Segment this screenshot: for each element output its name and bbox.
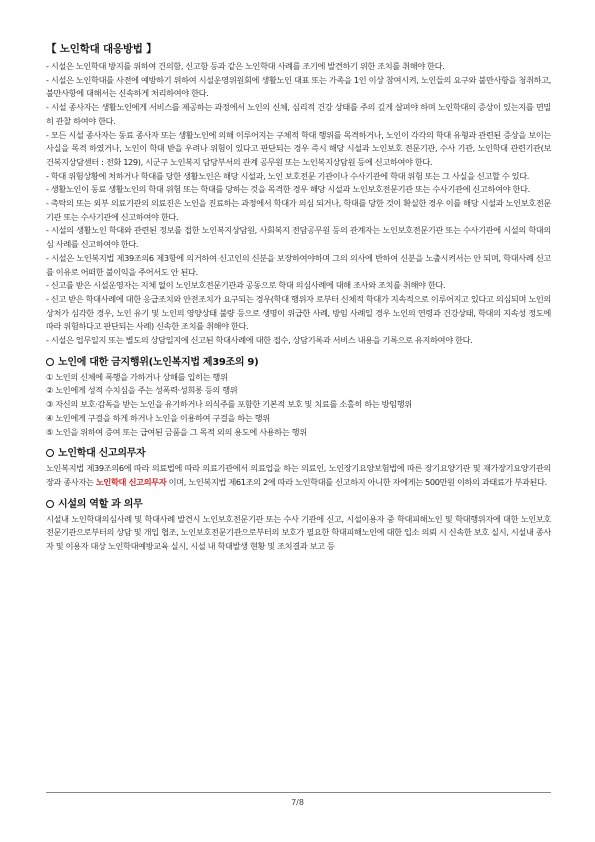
reporting-duty-heading — [46, 444, 551, 459]
reporting-text-after: 이며, 노인복지법 제61조의 2에 따라 노인학대를 신고하지 아니한 자에게는 500만원 이하의 과태료가 부과된다. — [166, 476, 547, 487]
response-item: - 촉탁의 또는 외부 의료기관의 의료진은 노인을 진료하는 과정에서 학대가 의심 되거나, 학대를 당한 것이 확실한 경우 이를 해당 시설과 노인보호전문기관 또는 수사기관에 신고하여야 한다. — [46, 198, 551, 222]
response-item: - 시설의 생활노인 학대와 관련된 정보를 접한 노인복지상담원, 사회복지 전담공무원 등의 관계자는 노인보호전문기관 또는 수사기관에 시설의 학대의심 사례를 신고하여야 한다. — [46, 225, 551, 250]
reporting-duty-heading-text: 노인학대 신고의무자 — [58, 448, 146, 460]
prohibited-act-item: ④ 노인에게 구걸을 하게 하거나 노인을 이용하여 구걸을 하는 행위 — [46, 412, 270, 423]
response-item: - 신고 받은 학대사례에 대한 응급조치와 안전조치가 요구되는 경우(학대 행위자 로부터 신체적 학대가 지속적으로 이루어지고 있다고 의심되며 노인의 상처가 심각한 경우, 노인 유기 및 노인의 영양상태 불량 등으로 생명이 위급한 사례, 방임 사례일 경우 노인의 연령과 건강상태, 학대의 지속성 정도에 따라 위험하다고 판단되는 사례) 신속한 조치를 취해야 한다. — [46, 293, 551, 332]
response-item: - 생활노인이 동료 생활노인의 학대 위험 또는 학대를 당하는 것을 목격한 경우 해당 시설과 노인보호전문기관 또는 수사기관에 신고하여야 한다. — [46, 184, 530, 195]
circle-bullet-icon — [46, 449, 54, 457]
footer-divider — [46, 792, 551, 793]
response-item: - 시설은 노인학대 방지를 위하여 건의함, 신고함 등과 같은 노인학대 사례를 조기에 발견하기 위한 조치를 취해야 한다. — [46, 61, 445, 71]
prohibited-act-item: ③ 자신의 보호·감독을 받는 노인을 유기하거나 의식주를 포함한 기본적 보호 및 치료를 소홀히 하는 방임행위 — [46, 399, 412, 410]
response-item: - 모든 시설 종사자는 동료 종사자 또는 생활노인에 의해 이루어지는 구체적 학대 행위를 목격하거나, 노인이 각각의 학대 유형과 관련된 증상을 보이는 사실을 목격 하였거나, 노인이 학대 받을 우려나 위험이 있다고 판단되는 경우 즉시 해당 시설과 노인보호 전문기관, 수사 기관, 노인학대 관련기관(보건복지상담센터 : 전화 129), 시군구 노인복지 담당부서의 관계 공무원 또는 노인복지상담원 등에 신고하여야 한다. — [46, 129, 551, 167]
response-item: - 시설은 노인복지법 제39조의6 제3항에 의거하여 신고인의 신분을 보장하여야하며 그의 의사에 반하여 신분을 노출시켜서는 안 되며, 학대사례 신고를 이유로 어떠한 불이익을 주어서도 안 된다. — [46, 252, 551, 277]
section-title: 【 노인학대 대응방법 】 — [46, 43, 157, 55]
response-item: - 시설은 노인학대를 사전에 예방하기 위하여 시설운영위원회에 생활노인 대표 또는 가족을 1인 이상 참여시켜, 노인들의 요구와 불만사항을 청취하고, 불만사항에 대해서는 신속하게 처리하여야 한다. — [46, 74, 551, 99]
prohibited-acts-heading-text: 노인에 대한 금지행위(노인복지법 제39조의 9) — [58, 356, 259, 368]
facility-role-heading-text: 시설의 역할 과 의무 — [58, 498, 143, 510]
prohibited-act-item: ⑤ 노인을 위하여 증여 또는 급여된 금품을 그 목적 외의 용도에 사용하는 행위 — [46, 426, 307, 437]
reporting-highlight: 노인학대 신고의무자 — [95, 476, 167, 487]
response-item: - 학대 위험상황에 처하거나 학대를 당한 생활노인은 해당 시설과, 노인 보호전문 기관이나 수사기관에 학대 위험 또는 그 사실을 신고할 수 있다. — [46, 170, 530, 181]
prohibited-act-item: ① 노인의 신체에 폭행을 가하거나 상해를 입히는 행위 — [46, 371, 228, 382]
response-list — [46, 60, 551, 348]
document-body — [46, 41, 551, 554]
prohibited-act-item: ② 노인에게 성적 수치심을 주는 성폭력·성희롱 등의 행위 — [46, 385, 238, 396]
facility-role-paragraph: 시설내 노인학대의심사례 및 학대사례 발견시 노인보호전문기관 또는 수사 기관에 신고, 시설이용자 중 학대피해노인 및 학대행위자에 대한 노인보호전문기관으로부터의 상담 및 개입 협조, 노인보호전문기관으로부터의 보호가 필요한 학대피해노인에 대한 입소 의뢰 시 신속한 보호 실시, 시설내 종사자 및 이용자 대상 노인학대예방교육 실시, 시설 내 학대발생 현황 및 조치결과 보고 등 — [46, 513, 551, 552]
facility-role-heading — [46, 495, 551, 510]
circle-bullet-icon — [46, 358, 54, 366]
response-item: - 신고를 받은 시설운영자는 지체 없이 노인보호전문기관과 공동으로 학대 의심사례에 대해 조사와 조치를 취해야 한다. — [46, 280, 446, 291]
reporting-duty-paragraph — [46, 462, 551, 489]
response-item: - 시설 종사자는 생활노인에게 서비스를 제공하는 과정에서 노인의 신체, 심리적 건강 상태를 주의 깊게 살펴야 하며 노인학대의 증상이 있는지를 면밀히 관찰 하여야 한다. — [46, 102, 551, 126]
reporting-text-before: 노인복지법 제39조의6에 따라 의료법에 따라 의료기관에서 의료업을 하는 의료인, 노인장기요양보험법에 따른 장기요양기관 및 재가장기요양기관의 장과 종사자는 — [46, 463, 551, 487]
prohibited-acts-list — [46, 371, 551, 440]
page-number: 7/8 — [291, 798, 304, 807]
prohibited-acts-heading — [46, 353, 551, 368]
circle-bullet-icon — [46, 500, 54, 508]
response-item: - 시설은 업무일지 또는 별도의 상담일지에 신고된 학대사례에 대한 접수, 상담기록과 서비스 내용을 기록으로 유지하여야 한다. — [46, 335, 473, 346]
